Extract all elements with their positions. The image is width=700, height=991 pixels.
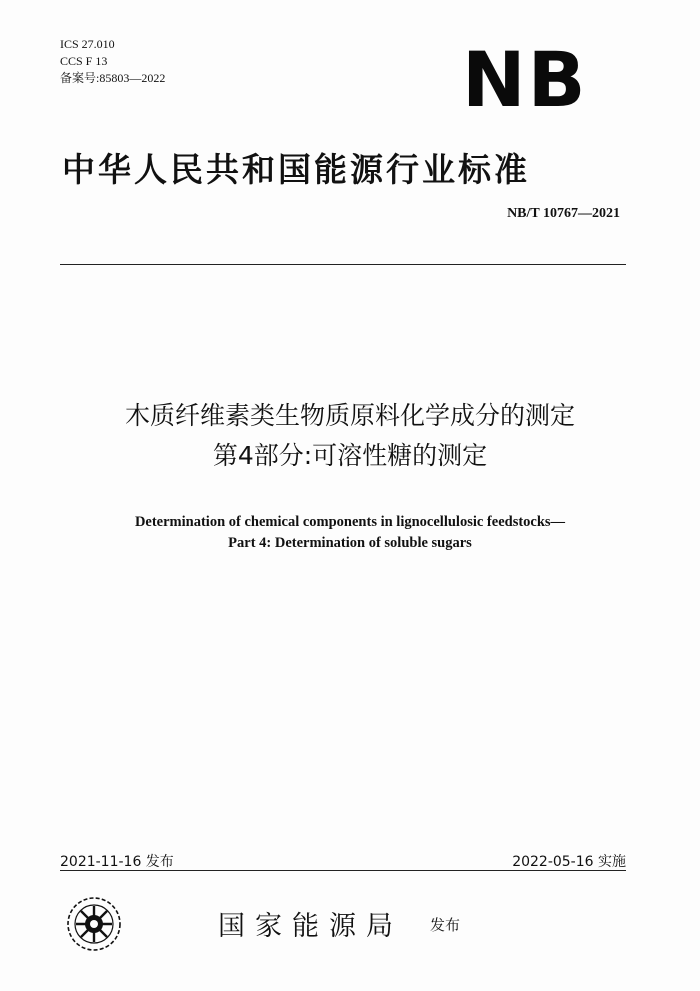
- classification-block: [60, 36, 165, 87]
- filing-number: 备案号:85803—2022: [60, 71, 166, 85]
- issuing-authority: 国家能源局: [218, 911, 403, 942]
- document-title-chinese: [0, 396, 700, 476]
- document-title-english: [0, 512, 700, 554]
- standard-category-title: 中华人民共和国能源行业标准: [62, 150, 530, 189]
- ccs-code: CCS F 13: [60, 54, 108, 68]
- top-divider: [60, 264, 626, 265]
- document-title-chinese-line2: 第4部分:可溶性糖的测定: [212, 441, 488, 470]
- issue-date: 2021-11-16 发布: [60, 854, 174, 870]
- document-title-chinese-line1: 木质纤维素类生物质原料化学成分的测定: [124, 401, 575, 430]
- document-title-english-line1: Determination of chemical components in lignocellulosic feedstocks—: [134, 514, 566, 530]
- ics-code: ICS 27.010: [60, 37, 115, 51]
- document-title-english-line2: Part 4: Determination of soluble sugars: [228, 535, 472, 551]
- standard-number: NB/T 10767—2021: [507, 206, 620, 221]
- nb-logo: NB: [462, 35, 588, 124]
- nea-emblem-icon: [66, 896, 122, 952]
- bottom-divider: [60, 870, 626, 871]
- issuing-verb: 发布: [430, 916, 461, 934]
- effective-date: 2022-05-16 实施: [512, 854, 626, 870]
